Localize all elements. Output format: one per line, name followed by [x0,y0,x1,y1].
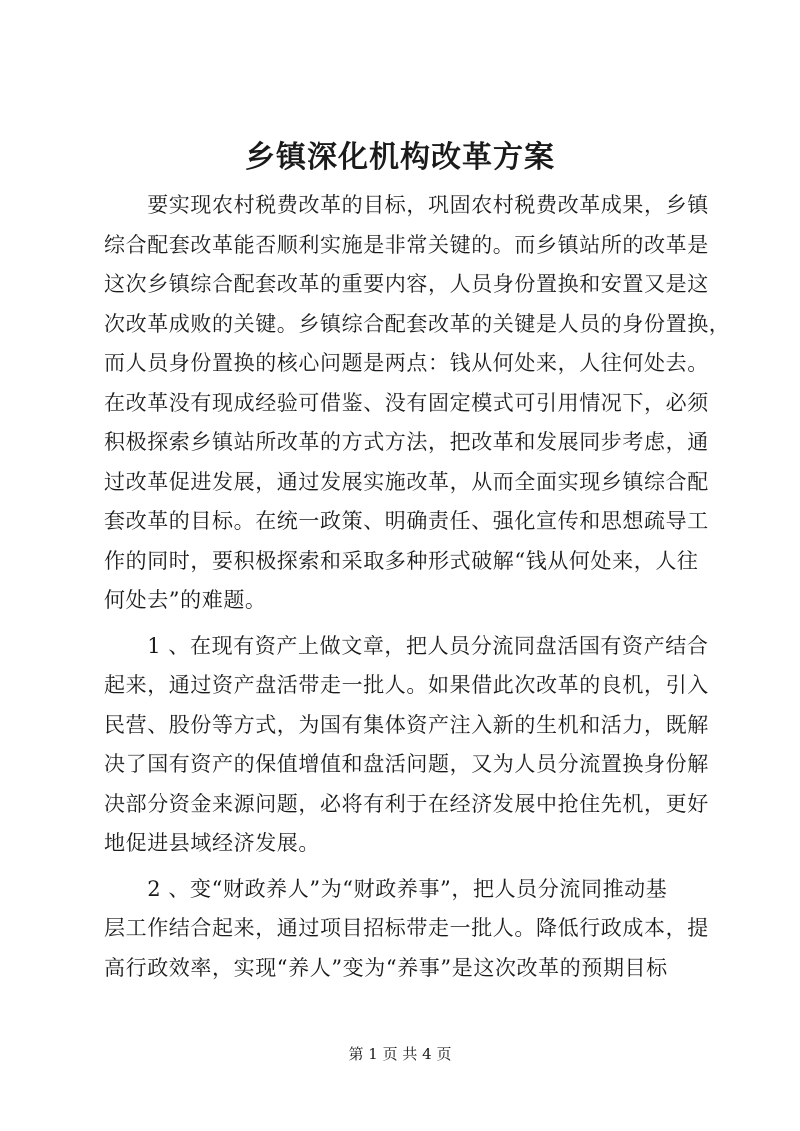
paragraph-line: 积极探索乡镇站所改革的方式方法，把改革和发展同步考虑，通 [104,430,709,454]
page-number-footer: 第 1 页 共 4 页 [348,1045,452,1063]
paragraph-line: 高行政效率，实现“养人”变为“养事”是这次改革的预期目标 [104,955,668,980]
paragraph-line: 综合配套改革能否顺利实施是非常关键的。而乡镇站所的改革是 [104,232,709,257]
document-title: 乡镇深化机构改革方案 [245,140,555,175]
paragraph-line: 决了国有资产的保值增值和盘活问题，又为人员分流置换身份解 [104,752,709,776]
paragraph-line: 次改革成败的关键。乡镇综合配套改革的关键是人员的身份置换， [104,311,731,336]
paragraph-line: 在改革没有现成经验可借鉴、没有固定模式可引用情况下，必须 [104,390,709,415]
document-body [104,186,731,988]
paragraph-line: 过改革促进发展，通过发展实施改革，从而全面实现乡镇综合配 [104,469,709,494]
paragraph-item-1 [104,627,709,864]
paragraph-item-2 [104,870,709,989]
paragraph-line: 地促进县域经济发展。 [104,831,320,855]
paragraph-line: 2 、变“财政养人”为“财政养事”，把人员分流同推动基 [104,876,668,901]
paragraph-line: 要实现农村税费改革的目标，巩固农村税费改革成果，乡镇 [104,193,709,217]
paragraph-line: 何处去”的难题。 [104,588,267,612]
paragraph-line: 这次乡镇综合配套改革的重要内容，人员身份置换和安置又是这 [104,272,709,296]
paragraph-intro [104,186,731,621]
paragraph-line: 民营、股份等方式，为国有集体资产注入新的生机和活力，既解 [104,712,709,737]
paragraph-line: 1 、在现有资产上做文章，把人员分流同盘活国有资产结合 [104,633,709,658]
paragraph-line: 决部分资金来源问题，必将有利于在经济发展中抢住先机，更好 [104,791,709,816]
paragraph-line: 套改革的目标。在统一政策、明确责任、强化宣传和思想疏导工 [104,509,709,533]
paragraph-line: 作的同时，要积极探索和采取多种形式破解“钱从何处来，人往 [104,548,699,573]
paragraph-line: 而人员身份置换的核心问题是两点：钱从何处来，人往何处去。 [104,351,709,375]
paragraph-line: 起来，通过资产盘活带走一批人。如果借此次改革的良机，引入 [104,673,709,697]
paragraph-line: 层工作结合起来，通过项目招标带走一批人。降低行政成本，提 [104,916,709,940]
